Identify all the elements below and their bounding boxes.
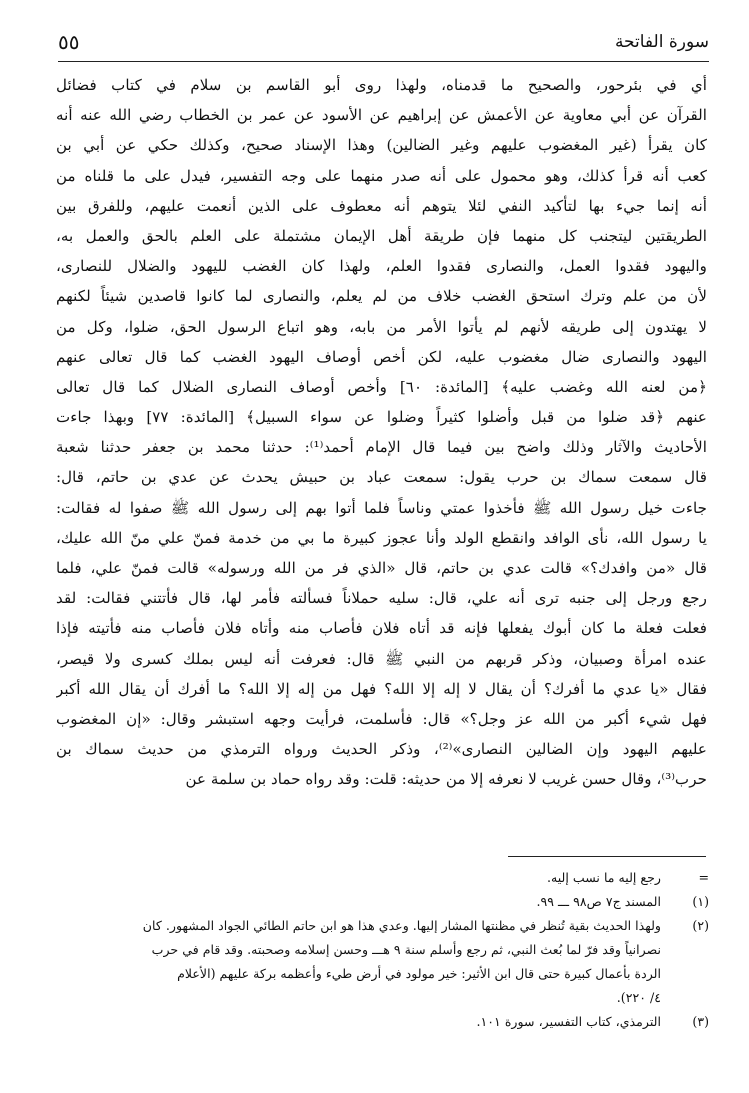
text-line: ﴿من لعنه الله وغضب عليه﴾ [المائدة: ٦٠] وأخص أوصاف النصارى الضلال كما قال تعالى (56, 377, 707, 396)
footnote-marker: = (698, 870, 709, 885)
text-line: قال «من وافدك؟» قالت عدي بن حاتم، قال «الذي فر من الله ورسوله» قالت فمنّ علي، فلما (56, 559, 707, 577)
text-line: يا رسول الله، نأى الوافد وانقطع الولد وأنا عجوز كبيرة ما بي من خدمة فمنّ علي منّ الله عليك، (56, 528, 707, 547)
chapter-title: سورة الفاتحة (614, 32, 709, 52)
footnote-text: ولهذا الحديث بقية تُنظر في مظنتها المشار إليها. وعدي هذا هو ابن حاتم الطائي الجواد المشهور. كان (142, 918, 661, 933)
text-line: قال سمعت سماك بن حرب يقول: سمعت عباد بن حبيش يحدث عن عدي بن حاتم، قال: (56, 468, 707, 487)
text-line: عليهم اليهود وإن الضالين النصارى»⁽²⁾، وذكر الحديث ورواه الترمذي من حديث سماك بن (56, 740, 707, 759)
footnote-text: ٤/ ٢٢٠). (616, 990, 661, 1005)
footnote-text: المسند ج٧ ص٩٨ ـــ ٩٩. (536, 894, 661, 909)
text-line: أنه إنما جيء بها لتأكيد النفي لئلا يتوهم أنه معطوف على الذين أنعمت عليهم، وللفرق بين (56, 196, 707, 215)
header-divider (58, 61, 709, 62)
footnote-marker: (١) (692, 894, 709, 909)
footnote (50, 866, 709, 890)
text-line: واليهود فقدوا العمل، والنصارى فقدوا العلم، ولهذا كان الغضب لليهود والضلال للنصارى، (56, 257, 707, 276)
text-line: كعب أنه قرأ كذلك، وهو محمول على أنه صدر منهما على وجه التفسير، فيدل على ما قلناه من (56, 166, 707, 185)
text-line: لأن من علم وترك استحق الغضب خلاف من لم يعلم، والنصارى لما كانوا قاصدين شيئاً لكنهم (56, 287, 707, 306)
footnote (50, 890, 709, 914)
text-line: رجع ورجل إلى جنبه ترى أنه علي، قال: سليه حملاناً فسألته فأمر لها، قال فأتتني فقالت: لقد (56, 589, 707, 608)
page-header (58, 30, 709, 60)
footnote-marker: (٢) (692, 918, 709, 933)
text-line: لا يهتدون إلى طريقه لأنهم لم يأتوا الأمر من بابه، وهو اتباع الرسول الحق، ضلوا، وكل من (56, 317, 707, 336)
text-line: أي في بئرحور، والصحيح ما قدمناه، ولهذا روى أبو القاسم بن سلام في كتاب فضائل (56, 76, 707, 94)
text-line: فقال «يا عدي ما أفرك؟ أن يقال لا إله إلا الله؟ فهل من إله إلا الله؟ ما أفرك أن يقال الله أكبر (56, 679, 707, 698)
footnote-text: الترمذي، كتاب التفسير، سورة ١٠١. (476, 1014, 661, 1029)
footnote-text: نصرانياً وقد فرّ لما بُعث النبي، ثم رجع وأسلم سنة ٩ هـــ وحسن إسلامه وصحبته. وقد قام في حرب (151, 942, 661, 957)
footnote-text: الردة بأعمال كبيرة حتى قال ابن الأثير: خير مولود في أرض طيء وأعظمه بركة عليهم (الأعلام (177, 966, 661, 981)
text-line: القرآن عن أبي معاوية عن الأعمش عن إبراهيم عن الأسود عن عمر بن الخطاب رضي الله عنه أنه (56, 106, 707, 125)
text-line: حرب⁽³⁾، وقال حسن غريب لا نعرفه إلا من حديثه: قلت: وقد رواه حماد بن سلمة عن (185, 770, 707, 789)
text-line: عنهم ﴿قد ضلوا من قبل وأضلوا كثيراً وضلوا عن سواء السبيل﴾ [المائدة: ٧٧] وبهذا جاءت (56, 408, 707, 427)
text-line: اليهود والنصارى ضال مغضوب عليه، لكن أخص أوصاف اليهود الغضب كما قال تعالى عنهم (56, 347, 707, 366)
page-number: ٥٥ (58, 30, 80, 54)
footnote-text: رجع إليه ما نسب إليه. (546, 870, 661, 885)
footnote (50, 914, 709, 1010)
text-line: عنده امرأة وصبيان، وذكر قربهم من النبي ﷺ قال: فعرفت أنه ليس بملك كسرى ولا قيصر، (56, 649, 707, 668)
text-line: فعلت فعلة ما كان أبوك يفعلها فإنه قد أتاه فلان فأصاب منه وأتاه فلان فأصاب منه فأتيته فإذا (56, 619, 707, 638)
text-line: الطريقتين ليتجنب كل منهما فإن طريقة أهل الإيمان مشتملة على العلم بالحق والعمل به، (56, 226, 707, 245)
main-text (56, 70, 707, 795)
footnote-marker: (٣) (692, 1014, 709, 1029)
footnote (50, 1010, 709, 1034)
text-line: كان يقرأ (غير المغضوب عليهم وغير الضالين) وهذا الإسناد صحيح، وكذلك حكي عن أبي بن (56, 136, 707, 155)
footnote-divider (508, 856, 706, 857)
footnotes (50, 866, 709, 1034)
text-line: فهل شيء أكبر من الله عز وجل؟» قال: فأسلمت، فرأيت وجهه استبشر وقال: «إن المغضوب (56, 709, 707, 728)
text-line: جاءت خيل رسول الله ﷺ فأخذوا عمتي وناساً فلما أتوا بهم إلى رسول الله ﷺ صفوا له فقالت: (56, 498, 707, 517)
text-line: الأحاديث والآثار وذلك واضح بين فيما قال الإمام أحمد⁽¹⁾: حدثنا محمد بن جعفر حدثنا شعبة (56, 438, 707, 457)
